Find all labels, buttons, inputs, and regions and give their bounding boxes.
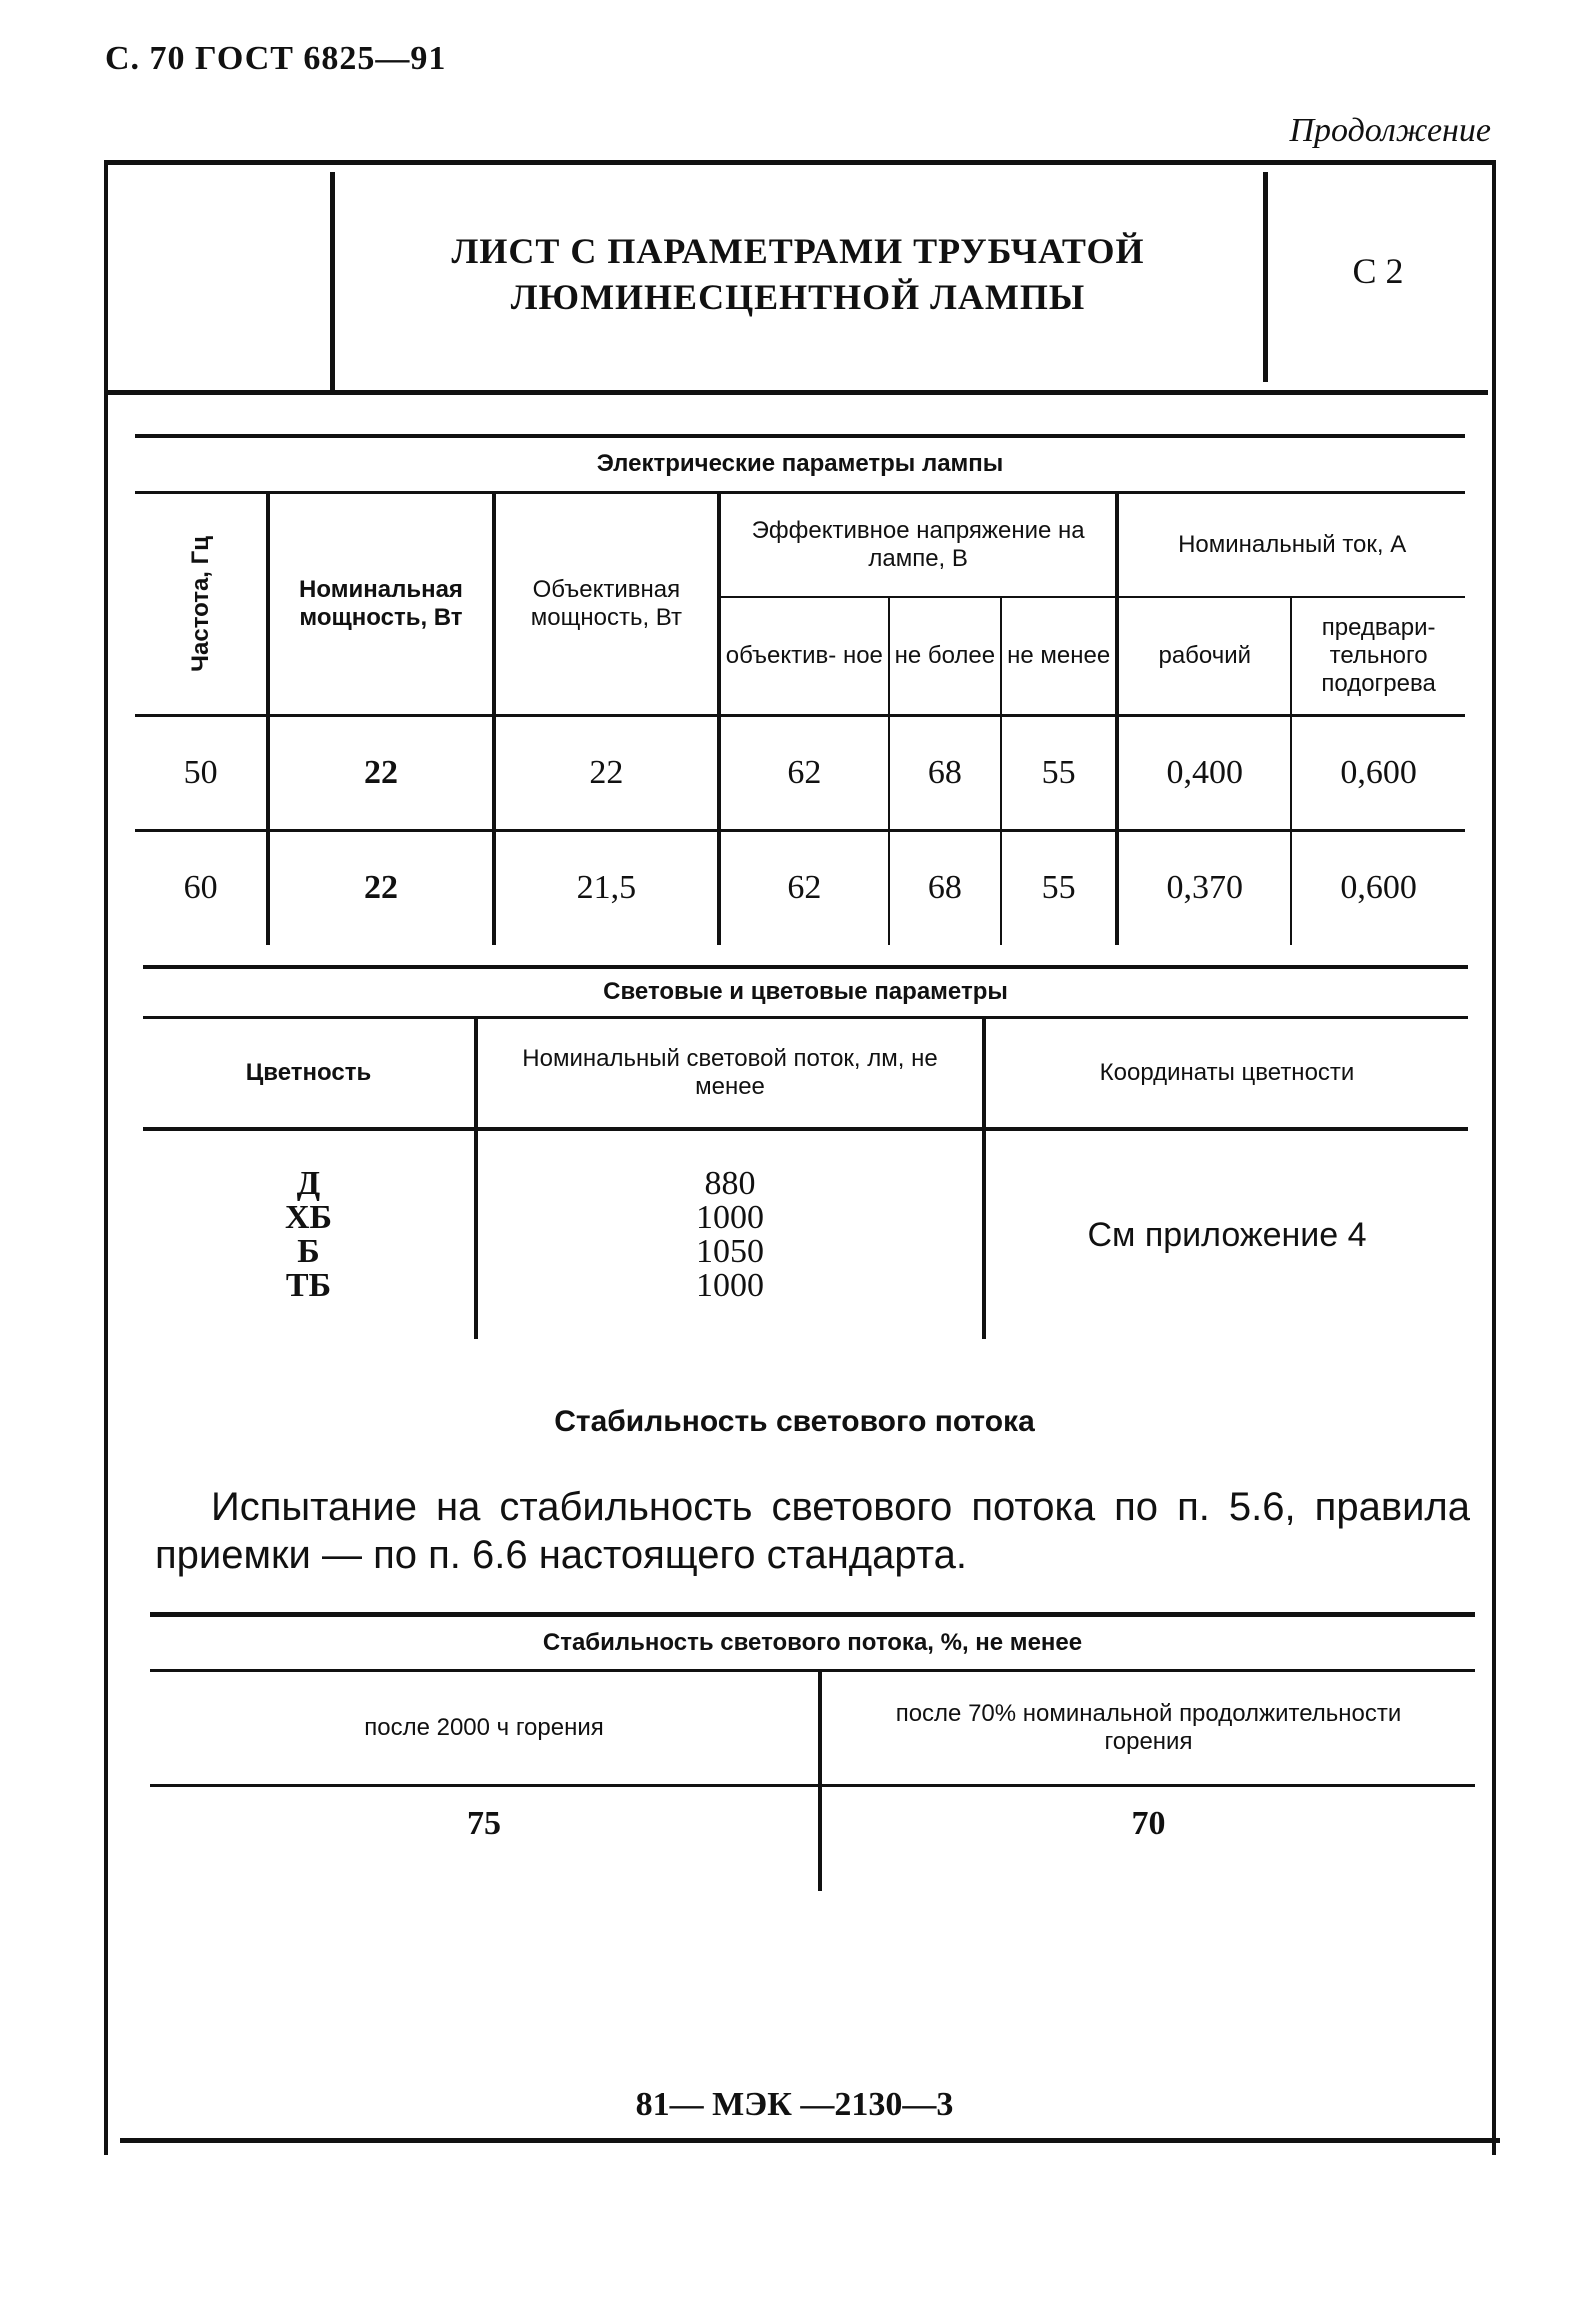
col-voltage-min: не менее [1001, 597, 1117, 715]
cell-voltage-min: 55 [1001, 715, 1117, 830]
light-parameters-table [143, 965, 1468, 1339]
flux-item: 1000 [696, 1199, 764, 1236]
cell-objective-power: 21,5 [494, 830, 719, 945]
flux-item: 880 [704, 1165, 756, 1202]
chromaticity-item: ХБ [284, 1199, 333, 1236]
stability-table [150, 1612, 1475, 1891]
sheet-title [338, 228, 1258, 320]
col-voltage-max: не более [889, 597, 1001, 715]
col-current-preheat: предвари- тельного подогрева [1321, 613, 1436, 697]
col-chromaticity: Цветность [143, 1017, 476, 1129]
sheet-title-line1: ЛИСТ С ПАРАМЕТРАМИ ТРУБЧАТОЙ [451, 231, 1145, 271]
col-voltage-group: Эффективное напряжение на лампе, В [719, 492, 1117, 597]
title-divider-left [330, 172, 335, 390]
stability-heading: Стабильность светового потока [554, 1405, 1035, 1438]
luminous-flux-list [476, 1129, 984, 1339]
col-after-2000h: после 2000 ч горения [150, 1671, 820, 1786]
sheet-title-line2: ЛЮМИНЕСЦЕНТНОЙ ЛАМПЫ [510, 277, 1086, 317]
value-after-70pct: 70 [1131, 1805, 1166, 1842]
col-current-working: рабочий [1117, 597, 1291, 715]
col-frequency-label: Частота, Гц [186, 535, 214, 672]
chromaticity-item: Б [297, 1233, 320, 1270]
value-after-2000h: 75 [150, 1786, 820, 1891]
electrical-parameters-table [135, 434, 1465, 945]
cell-voltage-objective: 62 [719, 715, 889, 830]
flux-item: 1050 [696, 1233, 764, 1270]
cell-objective-power: 22 [494, 715, 719, 830]
cell-voltage-max: 68 [889, 830, 1001, 945]
col-luminous-flux: Номинальный световой поток, лм, не менее [476, 1017, 984, 1129]
cell-voltage-min: 55 [1001, 830, 1117, 945]
electrical-section-title: Электрические параметры лампы [135, 436, 1465, 492]
col-voltage-objective: объектив- ное [719, 597, 889, 715]
cell-nominal-power: 22 [268, 715, 494, 830]
stability-paragraph: Испытание на стабильность светового потока по п. 5.6, правила приемки — по п. 6.6 настоящего стандарта. [155, 1485, 1470, 1577]
col-frequency [135, 492, 268, 715]
page-header-left: С. 70 ГОСТ 6825—91 [105, 40, 447, 77]
col-current-group: Номинальный ток, А [1117, 492, 1465, 597]
footer-divider [120, 2138, 1500, 2143]
light-section-title: Световые и цветовые параметры [143, 967, 1468, 1017]
flux-item: 1000 [696, 1267, 764, 1304]
cell-current-preheat: 0,600 [1340, 869, 1417, 907]
cell-freq: 60 [135, 830, 268, 945]
chromaticity-item: Д [296, 1165, 321, 1202]
cell-voltage-max: 68 [889, 715, 1001, 830]
footer-code: 81— МЭК —2130—3 [635, 2086, 954, 2123]
cell-current-working: 0,400 [1117, 715, 1291, 830]
continuation-label: Продолжение [1289, 112, 1491, 149]
cell-current-preheat: 0,600 [1340, 753, 1417, 791]
stability-table-title: Стабильность светового потока, %, не менее [150, 1615, 1475, 1671]
col-objective-power: Объективная мощность, Вт [494, 492, 719, 715]
chromaticity-coords-value: См приложение 4 [1087, 1215, 1367, 1254]
cell-freq: 50 [135, 715, 268, 830]
table-row [135, 830, 1465, 945]
col-chromaticity-coords: Координаты цветности [984, 1017, 1468, 1129]
chromaticity-item: ТБ [285, 1267, 332, 1304]
cell-current-working: 0,370 [1117, 830, 1291, 945]
chromaticity-list [143, 1129, 476, 1339]
col-nominal-power: Номинальная мощность, Вт [268, 492, 494, 715]
sheet-code: С 2 [1352, 251, 1404, 291]
table-row [135, 715, 1465, 830]
col-after-70pct: после 70% номинальной продолжительности горения [820, 1671, 1475, 1786]
cell-voltage-objective: 62 [719, 830, 889, 945]
cell-nominal-power: 22 [268, 830, 494, 945]
